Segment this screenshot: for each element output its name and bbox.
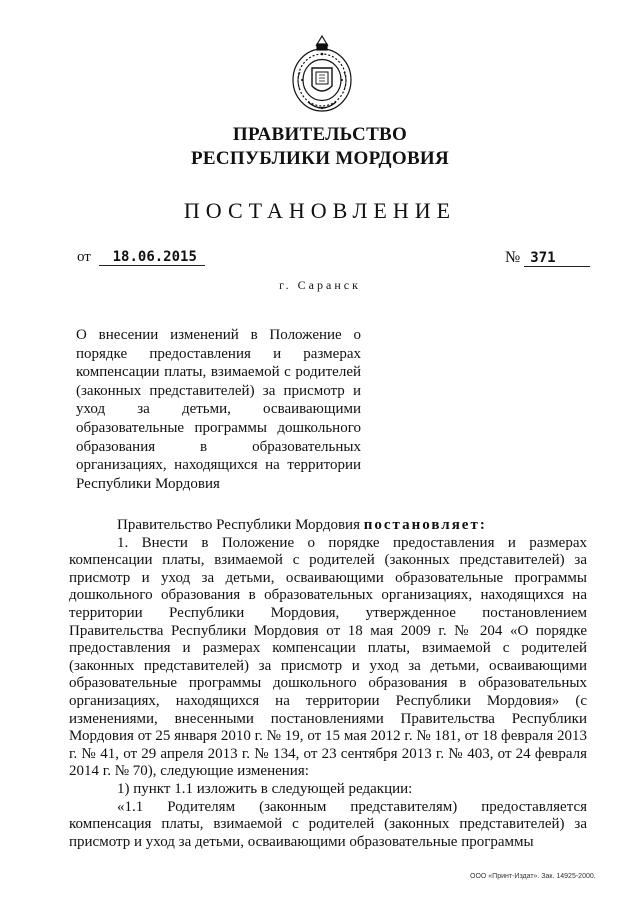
intro-text: Правительство Республики Мордовия [117, 517, 364, 533]
paragraph-1: 1. Внести в Положение о порядке предоставления и размерах компенсации платы, взимаемой с родителей (законных представителей) за присмотр и уход за детьми, осваивающими образовательные программы дошкольного образования в образовательных организациях, находящихся на территории Республики Мордовия, утвержденное постановлением Правительства Республики Мордовия от 18 мая 2009 г. № 204 «О порядке предоставления и размерах компенсации платы, взимаемой с родителей (законных представителей) за присмотр и уход за детьми, осваивающими образовательные программы дошкольного образования в образовательных организациях, находящихся на территории Республики Мордовия» (с изменениями, внесенными постановлениями Правительства Республики Мордовия от 25 января 2010 г. № 19, от 15 мая 2012 г. № 181, от 18 февраля 2013 г. № 41, от 29 апреля 2013 г. № 134, от 23 сентября 2013 г. № 403, от 24 февраля 2014 г. № 70), следующие изменения: [69, 534, 587, 780]
date-prefix: от [77, 249, 91, 265]
document-date [77, 249, 205, 266]
paragraph-3: «1.1 Родителям (законным представителям) предоставляется компенсация платы, взимаемой с родителей (законных представителей) за присмотр и уход за детьми, осваивающими образовательные программы [69, 798, 587, 850]
organization-name-line2: РЕСПУБЛИКИ МОРДОВИЯ [190, 148, 450, 169]
document-number [505, 249, 590, 267]
number-prefix: № [505, 249, 521, 266]
number-value: 371 [524, 250, 590, 267]
document-subject: О внесении изменений в Положение о порядке предоставления и размерах компенсации платы, взимаемой с родителей (законных представителей) за присмотр и уход за детьми, осваивающими образовательные программы дошкольного образования в образовательных организациях, находящихся на территории Республики Мордовия [76, 327, 361, 492]
intro-paragraph [69, 517, 587, 535]
intro-keyword: постановляет: [363, 517, 487, 533]
coat-of-arms-emblem [290, 32, 354, 120]
city-name: г. Саранск [279, 278, 361, 292]
date-value: 18.06.2015 [99, 249, 205, 266]
document-body [69, 517, 587, 851]
document-type-title: ПОСТАНОВЛЕНИЕ [183, 198, 457, 223]
organization-name-line1: ПРАВИТЕЛЬСТВО [232, 124, 408, 145]
printer-note: ООО «Принт-Издат». Зак. 14925-2000. [470, 873, 596, 880]
paragraph-2: 1) пункт 1.1 изложить в следующей редакции: [117, 780, 413, 797]
